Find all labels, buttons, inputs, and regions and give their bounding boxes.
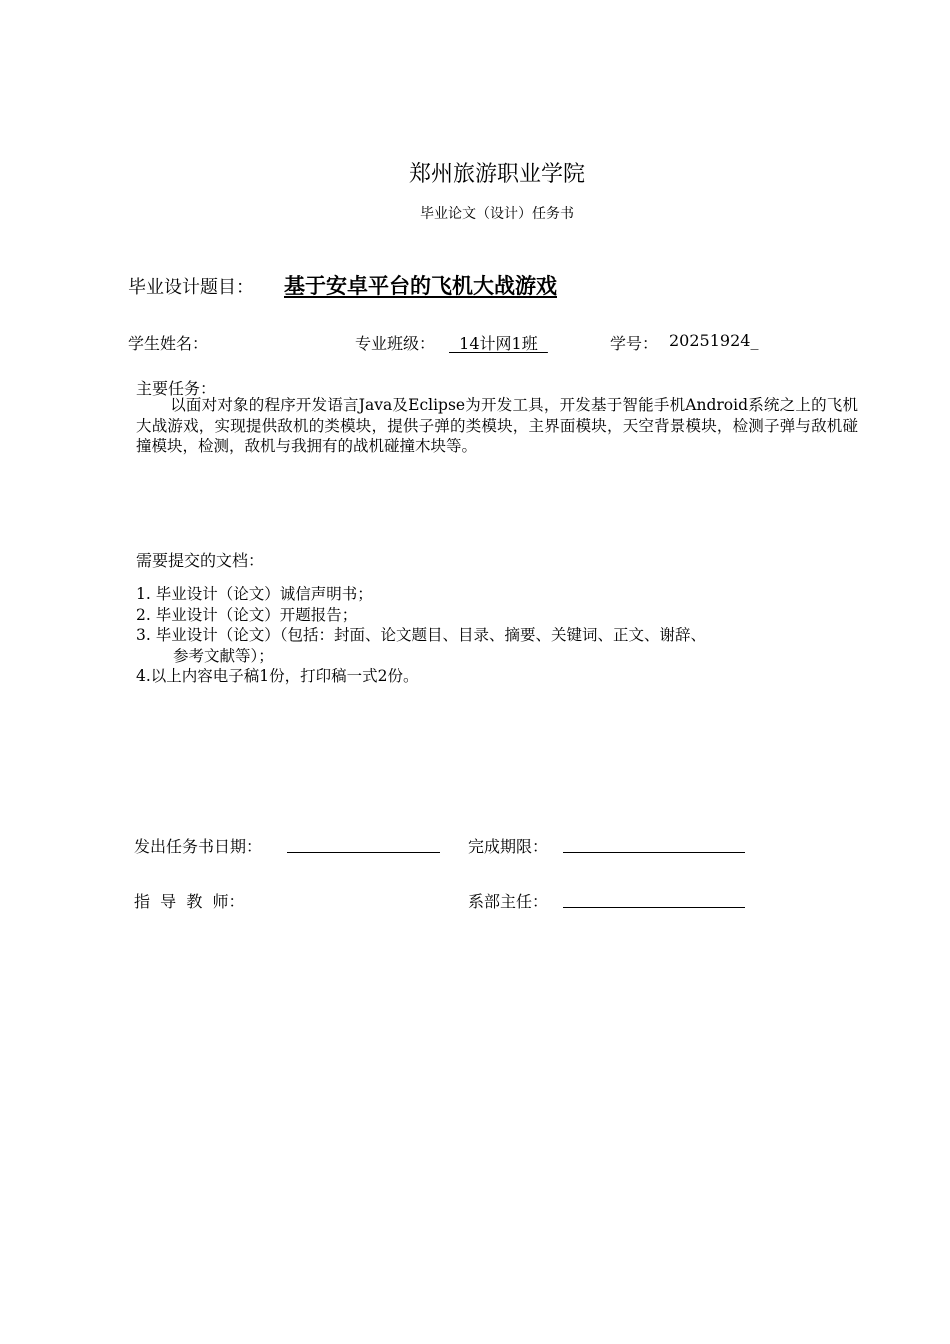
advisor-label: 指 导 教 师： [134,892,245,911]
student-name-label: 学生姓名： [128,334,209,353]
issue-date-line [287,852,440,853]
documents-list [136,584,706,687]
issue-date-label: 发出任务书日期： [134,837,263,856]
main-task-heading: 主要任务： [136,379,217,398]
list-item: 参考文献等）； [173,646,274,665]
deadline-label: 完成期限： [468,837,549,856]
list-item: 4.以上内容电子稿1份，打印稿一式2份。 [136,667,419,685]
main-task-paragraph [136,395,858,457]
dept-head-line [563,907,745,908]
class-label: 专业班级： [355,334,436,353]
list-item: 2. 毕业设计（论文）开题报告； [136,605,358,624]
document-subtitle: 毕业论文（设计）任务书 [420,206,574,222]
topic-label: 毕业设计题目： [128,277,254,298]
school-name: 郑州旅游职业学院 [408,162,585,187]
class-value: 14计网1班 [449,334,548,353]
list-item: 3. 毕业设计（论文）（包括：封面、论文题目、目录、摘要、关键词、正文、谢辞、 [136,626,706,644]
main-task-text: 以面对对象的程序开发语言Java及Eclipse为开发工具，开发基于智能手机Android系统之上的飞机大战游戏，实现提供敌机的类模块，提供子弹的类模块，主界面模块，天空背景模块，检测子弹与敌机碰撞模块，检测，敌机与我拥有的战机碰撞木块等。 [136,396,858,455]
student-id-label: 学号： [610,334,659,353]
topic-title: 基于安卓平台的飞机大战游戏 [284,274,557,298]
documents-heading: 需要提交的文档： [136,551,265,570]
list-item: 1. 毕业设计（论文）诚信声明书； [136,585,373,603]
dept-head-label: 系部主任： [468,892,549,911]
deadline-line [563,852,745,853]
student-id-value: 20251924_ [669,331,759,350]
